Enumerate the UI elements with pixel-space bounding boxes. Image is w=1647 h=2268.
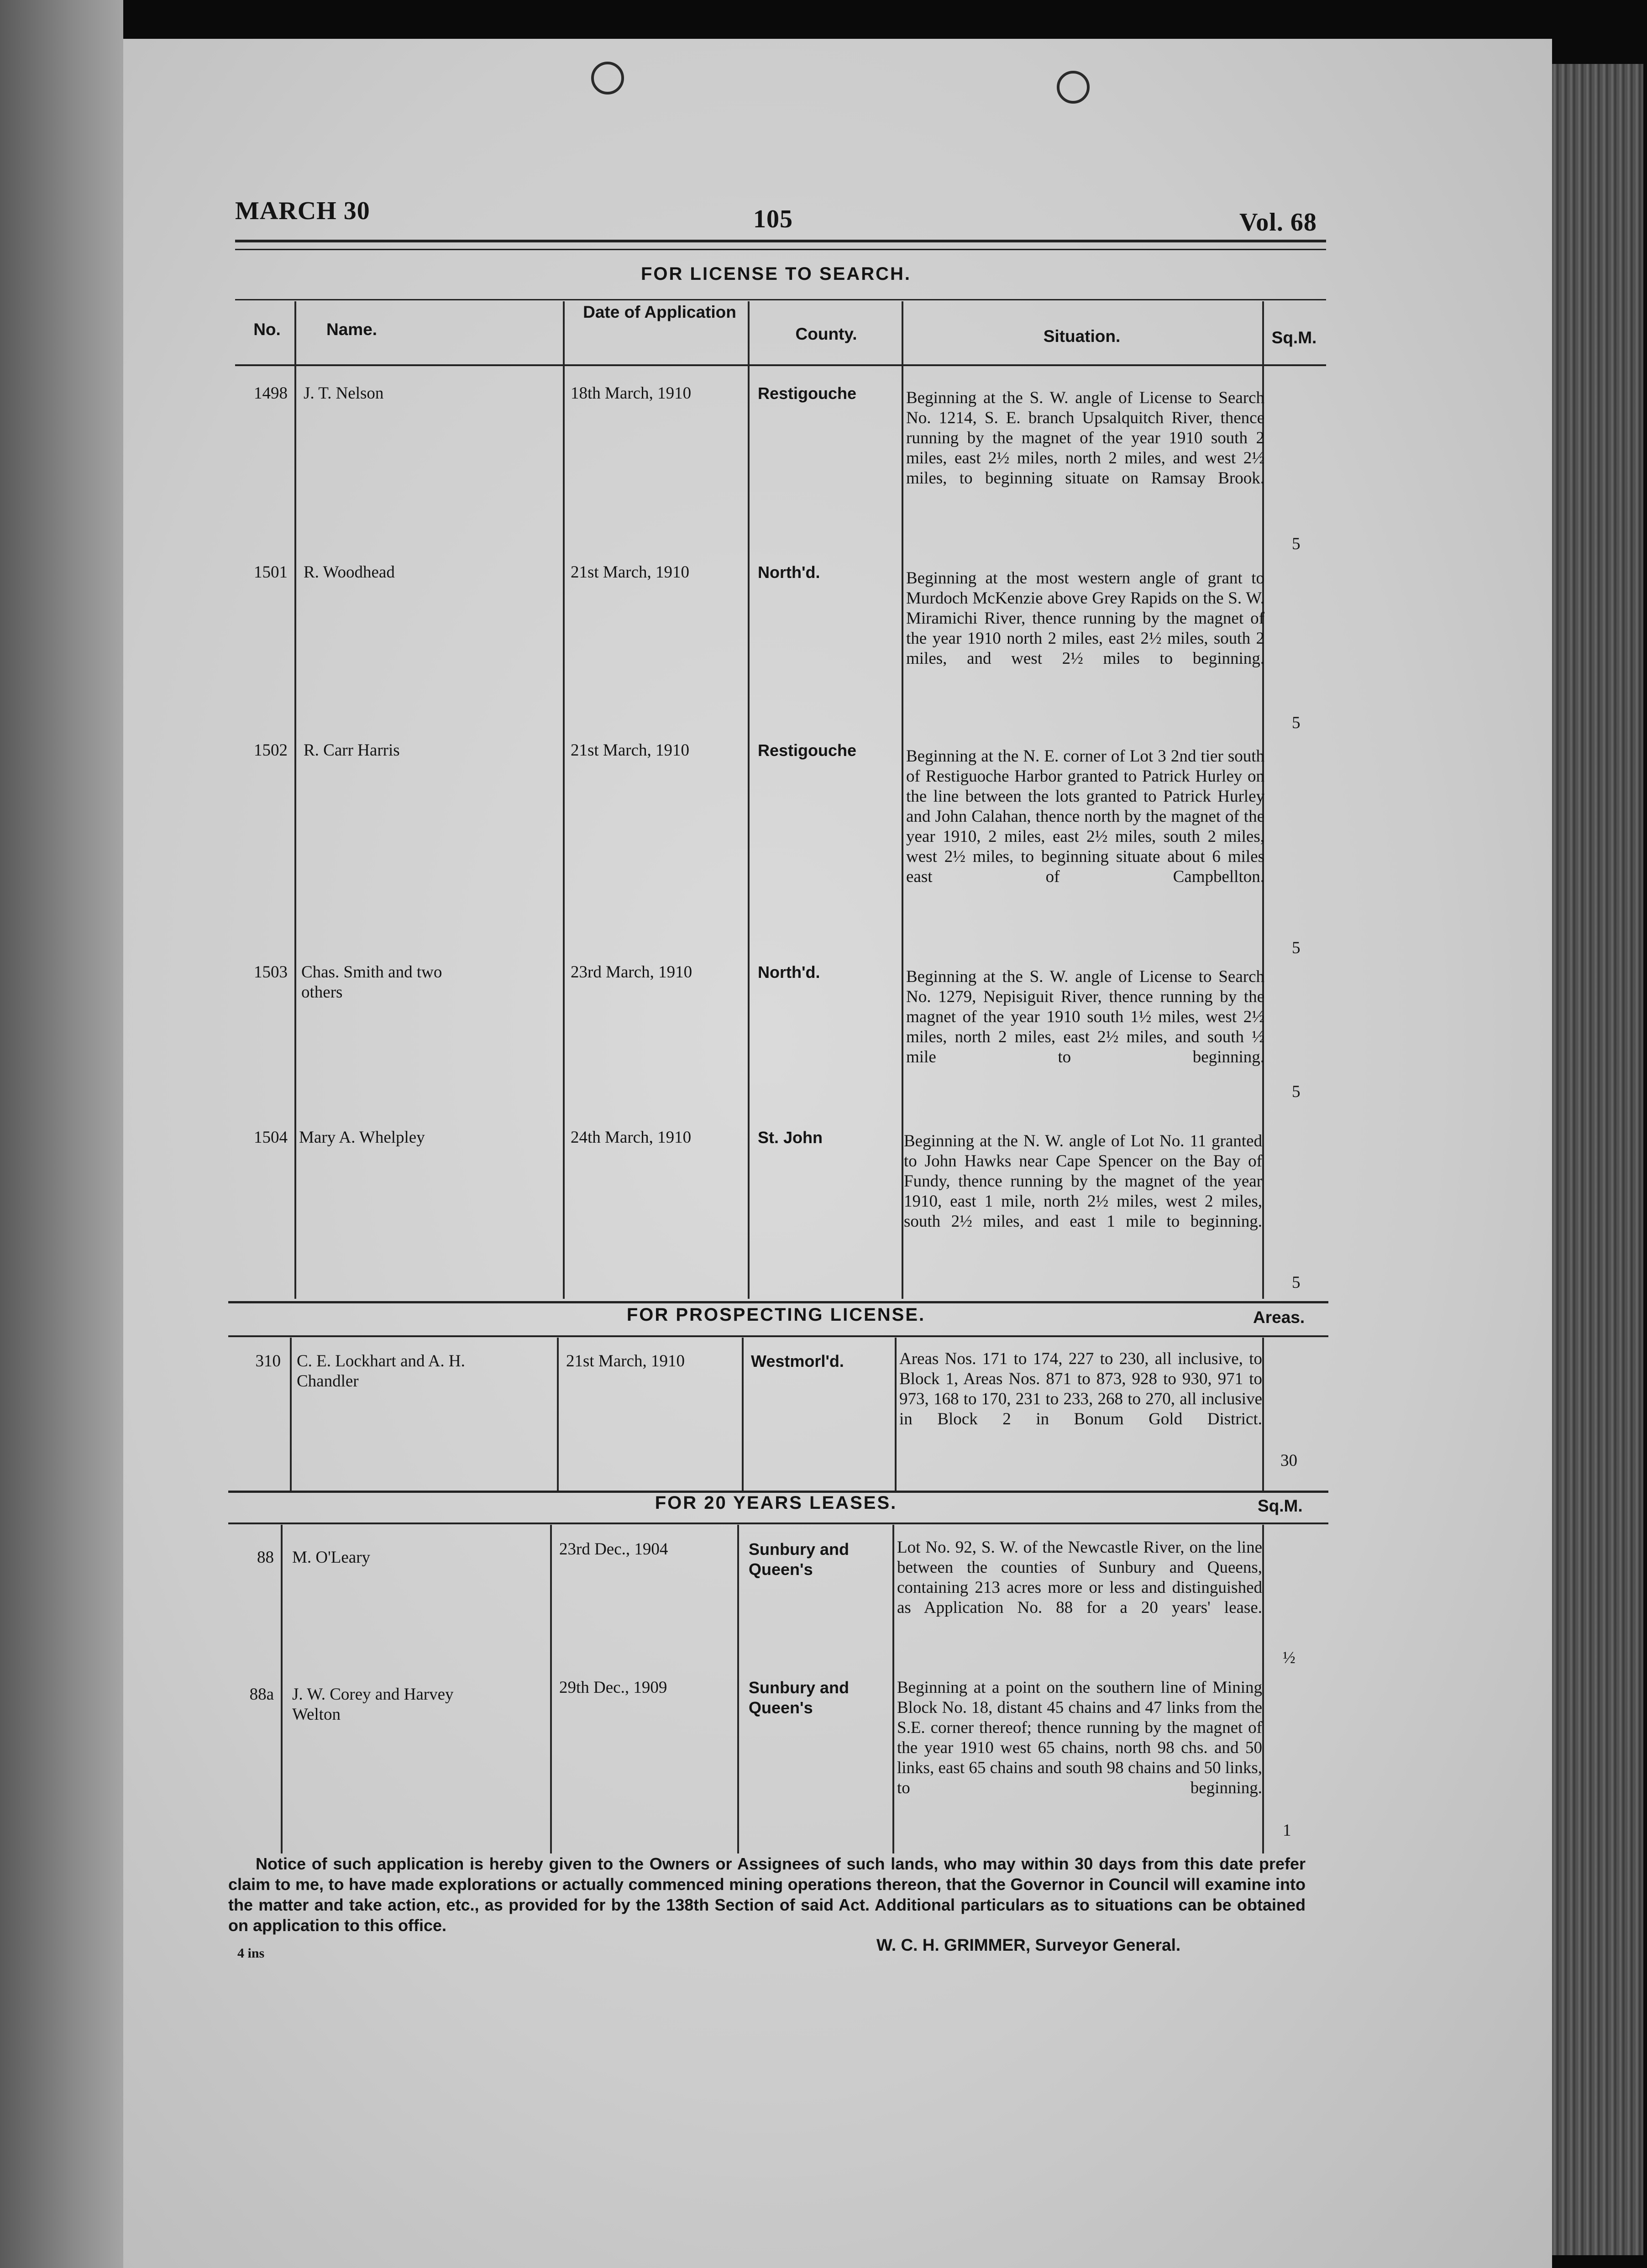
column-header-situation: Situation.: [1043, 327, 1121, 346]
row-number: 1498: [254, 384, 288, 403]
situation-text: Beginning at the S. W. angle of License to Search No. 1279, Nepisiguit River, thence running by the magnet of the year 1910 south 1½ miles, west 2½ miles, north 2 miles, east 2½ miles, and south ½ mile to beginning.: [906, 967, 1264, 1066]
book-page-edges: [1552, 64, 1643, 2255]
binding-ring: [1057, 71, 1090, 104]
column-divider: [1262, 1525, 1264, 1853]
situation-text: Beginning at the most western angle of grant to Murdoch McKenzie above Grey Rapids on the S. W. Miramichi River, thence running by the magnet of the year 1910 north 2 miles, east 2½ miles, south 2 miles, and west 2½ miles to beginning.: [906, 569, 1264, 668]
signature: W. C. H. GRIMMER, Surveyor General.: [876, 1936, 1181, 1954]
applicant-name: J. W. Corey and Harvey Welton: [292, 1685, 454, 1724]
county: St. John: [758, 1128, 823, 1147]
row-number: 310: [255, 1352, 281, 1370]
area-value: 5: [1292, 939, 1301, 957]
applicant-name: C. E. Lockhart and A. H. Chandler: [297, 1352, 465, 1391]
column-header-county: County.: [795, 325, 857, 343]
application-date: 21st March, 1910: [571, 563, 689, 582]
situation-text: Beginning at the N. W. angle of Lot No. 11 granted to John Hawks near Cape Spencer on the Bay of Fundy, thence running by the magnet of the year 1910, east 1 mile, north 2½ miles, west 2 miles, south 2½ miles, and east 1 mile to beginning.: [904, 1132, 1262, 1231]
applicant-name: Chas. Smith and two others: [301, 963, 442, 1002]
page-number: 105: [753, 205, 793, 233]
column-divider: [550, 1525, 552, 1853]
application-date: 21st March, 1910: [566, 1352, 685, 1370]
applicant-name: R. Carr Harris: [304, 741, 400, 760]
situation-text: Beginning at the N. E. corner of Lot 3 2nd tier south of Restiguoche Harbor granted to Patrick Hurley on the line between the lots granted to Patrick Hurley and John Calahan, thence north by the magnet of the year 1910, 2 miles, east 2½ miles, south 2 miles, west 2½ miles, to beginning situate about 6 miles east of Campbellton.: [906, 747, 1264, 886]
area-value: ½: [1283, 1648, 1296, 1667]
area-value: 5: [1292, 535, 1301, 553]
situation-text: Beginning at the S. W. angle of License to Search No. 1214, S. E. branch Upsalquitch River, thence running by the magnet of the year 1910 south 2 miles, east 2½ miles, north 2 miles, and west 2½ miles, to beginning situate on Ramsay Brook.: [906, 388, 1264, 488]
column-divider: [748, 301, 750, 1299]
area-value: 5: [1292, 1273, 1301, 1292]
notice-paragraph: Notice of such application is hereby given to the Owners or Assignees of such lands, who may within 30 days from this date prefer claim to me, to have made explorations or actually commenced mining operations thereon, that the Governor in Council will examine into the matter and take action, etc., as provided for by the 138th Section of said Act. Additional particulars as to situations can be obtained on application to this office.: [228, 1854, 1306, 1935]
area-value: 5: [1292, 714, 1301, 732]
section-rule: [228, 1522, 1328, 1524]
section-rule: [228, 1335, 1328, 1337]
row-number: 88a: [249, 1685, 274, 1704]
row-number: 1502: [254, 741, 288, 760]
column-divider: [737, 1525, 739, 1853]
column-divider: [290, 1338, 292, 1493]
volume-label: Vol. 68: [1239, 208, 1317, 236]
section-title-search: FOR LICENSE TO SEARCH.: [641, 264, 911, 284]
left-page-edge: [0, 0, 123, 2268]
application-date: 21st March, 1910: [571, 741, 689, 760]
column-divider: [557, 1338, 559, 1493]
header-rule: [235, 240, 1326, 242]
column-divider: [294, 301, 296, 1299]
table-rule: [235, 364, 1326, 366]
column-divider: [895, 1338, 897, 1493]
column-header-name: Name.: [326, 320, 378, 339]
column-divider: [563, 301, 565, 1299]
column-divider: [1262, 1338, 1264, 1493]
row-number: 1501: [254, 563, 288, 582]
column-divider: [902, 301, 903, 1299]
binding-ring: [591, 62, 624, 94]
county: Sunbury and Queen's: [749, 1678, 850, 1717]
section-rule: [228, 1301, 1328, 1303]
column-divider: [742, 1338, 744, 1493]
section-title-prospecting: FOR PROSPECTING LICENSE.: [626, 1305, 926, 1325]
unit-label-areas: Areas.: [1253, 1308, 1305, 1327]
column-header-date: Date of Application: [583, 303, 736, 321]
area-value: 5: [1292, 1082, 1301, 1101]
running-header-date: MARCH 30: [235, 197, 370, 225]
column-header-unit: Sq.M.: [1271, 328, 1317, 347]
county: Sunbury and Queen's: [749, 1540, 850, 1579]
column-divider: [281, 1525, 283, 1853]
application-date: 23rd Dec., 1904: [559, 1540, 668, 1559]
applicant-name: Mary A. Whelpley: [299, 1128, 425, 1147]
county: Westmorl'd.: [751, 1352, 844, 1370]
situation-text: Lot No. 92, S. W. of the Newcastle River, on the line between the counties of Sunbury and Queens, containing 213 acres more or less and distinguished as Application No. 88 for a 20 years' lease.: [897, 1538, 1262, 1617]
applicant-name: R. Woodhead: [304, 563, 395, 582]
county: North'd.: [758, 963, 820, 982]
row-number: 1503: [254, 963, 288, 982]
county: Restigouche: [758, 741, 857, 760]
section-title-leases: FOR 20 YEARS LEASES.: [655, 1493, 897, 1513]
application-date: 18th March, 1910: [571, 384, 692, 403]
application-date: 23rd March, 1910: [571, 963, 692, 982]
situation-text: Areas Nos. 171 to 174, 227 to 230, all inclusive, to Block 1, Areas Nos. 871 to 873, 928 to 930, 971 to 973, 168 to 170, 231 to 233, 268 to 270, all inclusive in Block 2 in Bonum Gold District.: [899, 1349, 1262, 1428]
applicant-name: M. O'Leary: [292, 1548, 371, 1567]
table-rule: [235, 299, 1326, 300]
application-date: 29th Dec., 1909: [559, 1678, 667, 1697]
applicant-name: J. T. Nelson: [304, 384, 384, 403]
header-rule: [235, 249, 1326, 250]
application-date: 24th March, 1910: [571, 1128, 692, 1147]
county: Restigouche: [758, 384, 857, 403]
county: North'd.: [758, 563, 820, 582]
column-header-no: No.: [253, 320, 281, 339]
row-number: 88: [257, 1548, 274, 1567]
unit-label-sqm: Sq.M.: [1258, 1496, 1303, 1515]
column-divider: [892, 1525, 894, 1853]
area-value: 1: [1283, 1821, 1291, 1840]
row-number: 1504: [254, 1128, 288, 1147]
situation-text: Beginning at a point on the southern line of Mining Block No. 18, distant 45 chains and 47 links from the S.E. corner thereof; thence running by the magnet of the year 1910 west 65 chains, north 98 chs. and 50 links, east 65 chains and south 98 chains and 50 links, to beginning.: [897, 1678, 1262, 1797]
insertion-code: 4 ins: [237, 1946, 265, 1961]
area-value: 30: [1280, 1451, 1297, 1470]
